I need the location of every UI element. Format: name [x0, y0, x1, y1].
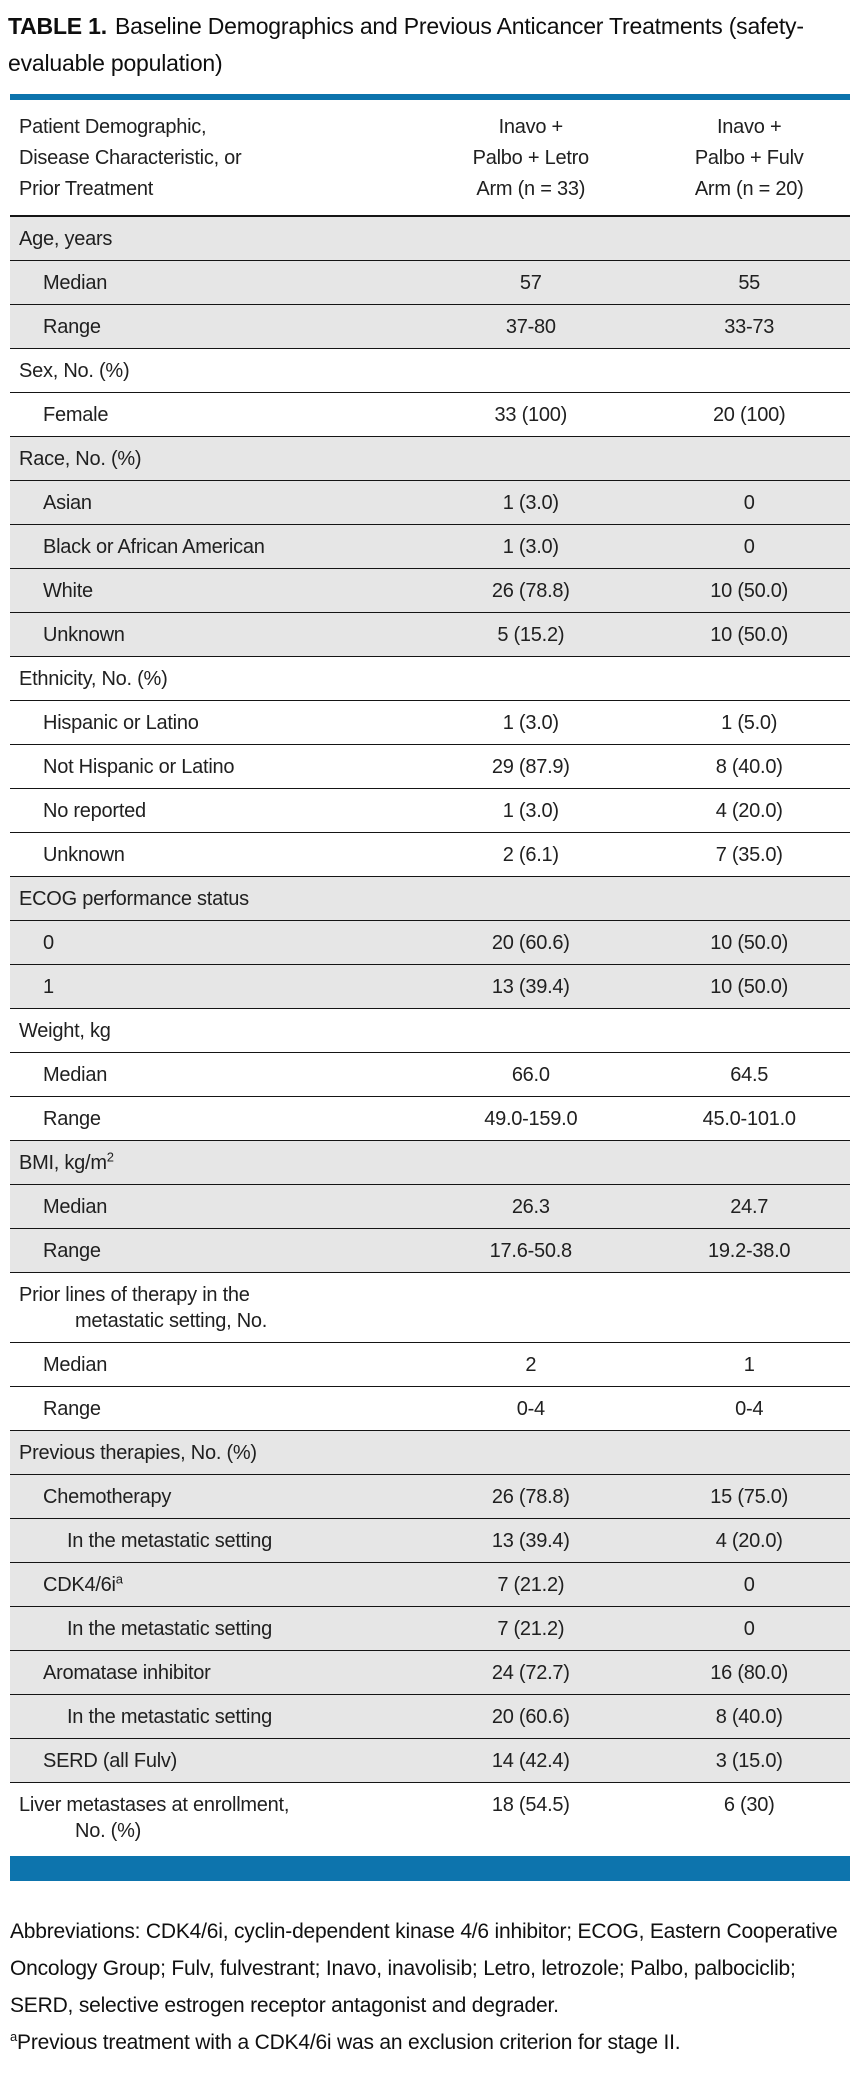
- arm1-value: [413, 349, 648, 393]
- row-label: Black or African American: [10, 525, 413, 569]
- row-label: Unknown: [10, 833, 413, 877]
- arm2-value: 24.7: [648, 1185, 850, 1229]
- section-header-age: [10, 216, 850, 261]
- arm1-value: [413, 437, 648, 481]
- arm2-value: 10 (50.0): [648, 921, 850, 965]
- section-header-label: BMI, $kg/m^2$: [10, 1141, 413, 1185]
- arm2-value: 10 (50.0): [648, 569, 850, 613]
- arm2-value: [648, 1141, 850, 1185]
- table-row: [10, 1475, 850, 1519]
- row-label: Unknown: [10, 613, 413, 657]
- row-label: Female: [10, 393, 413, 437]
- arm1-value: 20 (60.6): [413, 1695, 648, 1739]
- section-header-label: ECOG performance status: [10, 877, 413, 921]
- section-header-label: Weight, kg: [10, 1009, 413, 1053]
- table-column-header: [10, 100, 850, 216]
- row-label: Range: [10, 1387, 413, 1431]
- arm2-value: 3 (15.0): [648, 1739, 850, 1783]
- arm2-value: 0: [648, 1563, 850, 1607]
- table-row: [10, 833, 850, 877]
- table-row: [10, 1053, 850, 1097]
- column-header-arm1: Inavo + Palbo + Letro Arm (n = 33): [413, 100, 648, 216]
- arm1-value: [413, 1431, 648, 1475]
- table-row: [10, 261, 850, 305]
- arm1-value: [413, 1273, 648, 1343]
- table-row: [10, 965, 850, 1009]
- arm1-value: 13 (39.4): [413, 965, 648, 1009]
- arm1-value: 26.3: [413, 1185, 648, 1229]
- section-header-bmi: [10, 1141, 850, 1185]
- section-header-race: [10, 437, 850, 481]
- table-row: [10, 1739, 850, 1783]
- table-row: [10, 393, 850, 437]
- row-label: $CDK4/6i^a$: [10, 1563, 413, 1607]
- arm2-value: 6 (30): [723, 1794, 775, 1816]
- arm2-value: 7 (35.0): [648, 833, 850, 877]
- section-header-ethnicity: [10, 657, 850, 701]
- arm2-value: [648, 1273, 850, 1343]
- section-header-label: Liver metastases at enrollment, No. (%): [19, 1794, 290, 1842]
- row-label: Median: [10, 1343, 413, 1387]
- table-row: [10, 1695, 850, 1739]
- table-row: [10, 1519, 850, 1563]
- section-header-previous-therapies: [10, 1431, 850, 1475]
- row-label: Aromatase inhibitor: [10, 1651, 413, 1695]
- arm2-value: 0-4: [648, 1387, 850, 1431]
- row-label: Hispanic or Latino: [10, 701, 413, 745]
- row-label: 0: [10, 921, 413, 965]
- table-body: [10, 216, 850, 1856]
- arm2-value: 15 (75.0): [648, 1475, 850, 1519]
- arm2-value: 4 (20.0): [648, 1519, 850, 1563]
- footnote-a: [10, 2024, 850, 2061]
- footnote-a-text: Previous treatment with a CDK4/6i was an exclusion criterion for stage II.: [17, 2031, 681, 2054]
- arm2-value: 0: [648, 481, 850, 525]
- row-label: Range: [10, 305, 413, 349]
- arm1-value: [413, 216, 648, 261]
- arm1-value: 66.0: [413, 1053, 648, 1097]
- table-row: [10, 789, 850, 833]
- section-header-label: Previous therapies, No. (%): [10, 1431, 413, 1475]
- arm1-value: [413, 1009, 648, 1053]
- arm1-value: 7 (21.2): [413, 1607, 648, 1651]
- arm1-value: [413, 877, 648, 921]
- abbreviations-note: Abbreviations: CDK4/6i, cyclin-dependent kinase 4/6 inhibitor; ECOG, Eastern Cooperative Oncology Group; Fulv, fulvestrant; Inavo, inavolisib; Letro, letrozole; Palbo, palbociclib; SERD, selective estrogen receptor antagonist and degrader.: [10, 1920, 838, 2017]
- table-row: [10, 1651, 850, 1695]
- table-row: [10, 305, 850, 349]
- table-row: [10, 921, 850, 965]
- arm1-value: 0-4: [413, 1387, 648, 1431]
- arm1-value: 5 (15.2): [413, 613, 648, 657]
- arm2-value: [648, 437, 850, 481]
- row-label: Not Hispanic or Latino: [10, 745, 413, 789]
- arm2-value: 8 (40.0): [648, 1695, 850, 1739]
- section-header-label: Age, years: [10, 216, 413, 261]
- column-header-stub: Patient Demographic, Disease Characteristic, or Prior Treatment: [10, 100, 413, 216]
- arm2-value: 4 (20.0): [648, 789, 850, 833]
- arm1-value: 1 (3.0): [413, 481, 648, 525]
- row-label: Median: [10, 1185, 413, 1229]
- arm1-value: 29 (87.9): [413, 745, 648, 789]
- table-bottom-bar: [10, 1856, 850, 1881]
- table-row: [10, 525, 850, 569]
- arm1-value: 33 (100): [413, 393, 648, 437]
- arm1-value: 49.0-159.0: [413, 1097, 648, 1141]
- arm1-value: 20 (60.6): [413, 921, 648, 965]
- arm2-value: 33-73: [648, 305, 850, 349]
- table-row: [10, 1387, 850, 1431]
- row-label: In the metastatic setting: [10, 1519, 413, 1563]
- arm1-value: 37-80: [413, 305, 648, 349]
- column-header-arm2: Inavo + Palbo + Fulv Arm (n = 20): [648, 100, 850, 216]
- table-row: [10, 1563, 850, 1607]
- table-row: [10, 1229, 850, 1273]
- arm2-value: 55: [648, 261, 850, 305]
- arm1-value: 18 (54.5): [491, 1794, 570, 1816]
- arm1-value: 1 (3.0): [413, 701, 648, 745]
- footnotes: [10, 1913, 850, 2061]
- row-label: 1: [10, 965, 413, 1009]
- row-label: Chemotherapy: [10, 1475, 413, 1519]
- arm2-value: 1: [648, 1343, 850, 1387]
- section-header-prior-lines: [10, 1273, 850, 1343]
- row-label: White: [10, 569, 413, 613]
- arm2-value: [648, 1431, 850, 1475]
- table-row: [10, 701, 850, 745]
- arm2-value: [648, 349, 850, 393]
- arm2-value: 16 (80.0): [648, 1651, 850, 1695]
- table-container: [10, 94, 850, 1881]
- table-number-label: TABLE 1.: [8, 13, 107, 39]
- table-row: [10, 1185, 850, 1229]
- table-row: [10, 745, 850, 789]
- arm1-value: 17.6-50.8: [413, 1229, 648, 1273]
- row-label: Asian: [10, 481, 413, 525]
- arm1-value: 24 (72.7): [413, 1651, 648, 1695]
- table-row: [10, 1607, 850, 1651]
- table-title-text: Baseline Demographics and Previous Anticancer Treatments (safety-evaluable population): [8, 13, 804, 76]
- section-header-sex: [10, 349, 850, 393]
- section-header-weight: [10, 1009, 850, 1053]
- row-label: In the metastatic setting: [10, 1695, 413, 1739]
- arm1-value: 26 (78.8): [413, 1475, 648, 1519]
- arm1-value: 2 (6.1): [413, 833, 648, 877]
- footnote-a-marker: a: [10, 2029, 18, 2044]
- arm2-value: 19.2-38.0: [648, 1229, 850, 1273]
- row-label: Median: [10, 1053, 413, 1097]
- arm2-value: 64.5: [648, 1053, 850, 1097]
- arm2-value: 0: [648, 1607, 850, 1651]
- section-header-label: Ethnicity, No. (%): [10, 657, 413, 701]
- row-label: Range: [10, 1097, 413, 1141]
- arm1-value: 26 (78.8): [413, 569, 648, 613]
- arm2-value: 10 (50.0): [648, 965, 850, 1009]
- table-row: [10, 1097, 850, 1141]
- row-label: Range: [10, 1229, 413, 1273]
- arm2-value: 0: [648, 525, 850, 569]
- table-row: [10, 569, 850, 613]
- arm2-value: [648, 1009, 850, 1053]
- arm1-value: 1 (3.0): [413, 789, 648, 833]
- arm1-value: 2: [413, 1343, 648, 1387]
- row-label: In the metastatic setting: [10, 1607, 413, 1651]
- arm1-value: 7 (21.2): [413, 1563, 648, 1607]
- arm2-value: [648, 657, 850, 701]
- demographics-table: [10, 100, 850, 1856]
- arm2-value: 8 (40.0): [648, 745, 850, 789]
- page-title: [8, 8, 852, 82]
- section-header-ecog: [10, 877, 850, 921]
- arm2-value: 10 (50.0): [648, 613, 850, 657]
- row-label: SERD (all Fulv): [10, 1739, 413, 1783]
- section-header-liver-mets: [10, 1783, 850, 1857]
- arm1-value: [413, 1141, 648, 1185]
- arm1-value: 13 (39.4): [413, 1519, 648, 1563]
- section-header-label: Prior lines of therapy in the metastatic setting, No.: [10, 1273, 413, 1343]
- row-label: Median: [10, 261, 413, 305]
- arm2-value: 20 (100): [648, 393, 850, 437]
- arm1-value: 14 (42.4): [413, 1739, 648, 1783]
- section-header-label: Sex, No. (%): [10, 349, 413, 393]
- arm1-value: 1 (3.0): [413, 525, 648, 569]
- table-row: [10, 1343, 850, 1387]
- arm2-value: [648, 877, 850, 921]
- arm1-value: 57: [413, 261, 648, 305]
- section-header-label: Race, No. (%): [10, 437, 413, 481]
- row-label: No reported: [10, 789, 413, 833]
- arm2-value: 1 (5.0): [648, 701, 850, 745]
- arm2-value: [648, 216, 850, 261]
- table-row: [10, 613, 850, 657]
- table-row: [10, 481, 850, 525]
- arm2-value: 45.0-101.0: [648, 1097, 850, 1141]
- arm1-value: [413, 657, 648, 701]
